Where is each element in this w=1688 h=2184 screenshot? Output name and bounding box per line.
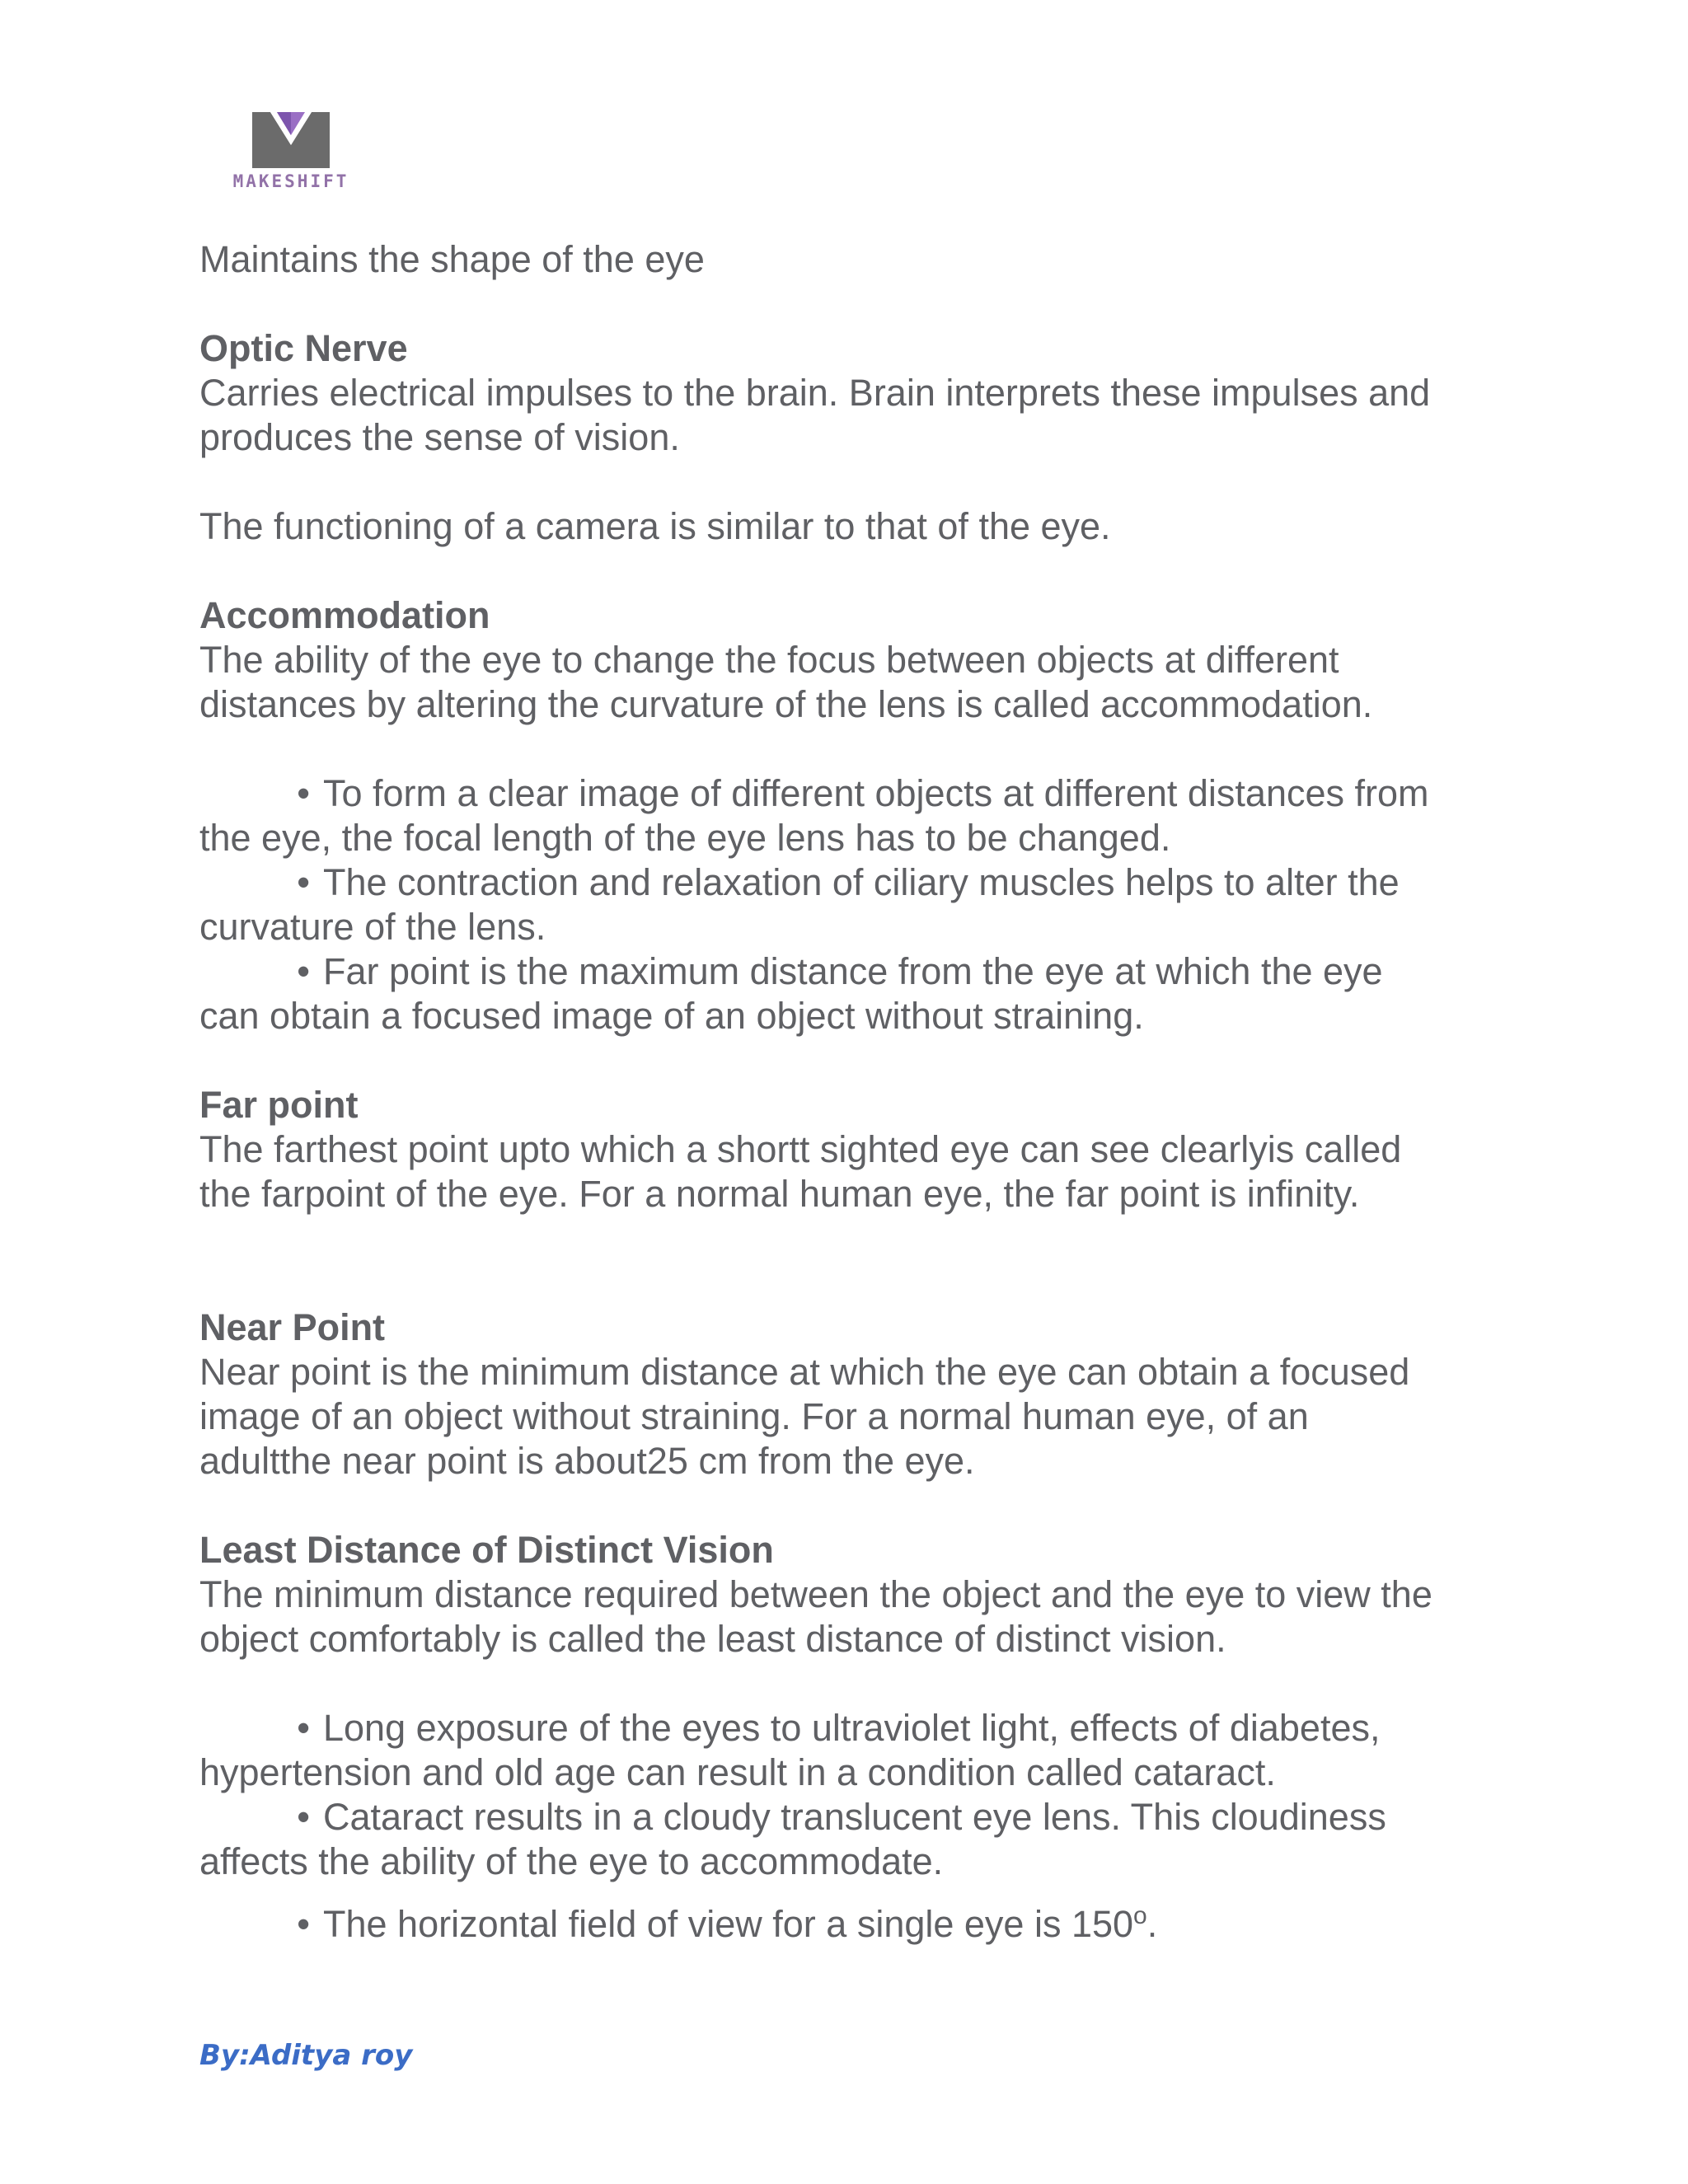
heading-accommodation: Accommodation — [199, 594, 490, 636]
near-point-line: Near point is the minimum distance at which the eye can obtain a focused — [199, 1351, 1410, 1393]
far-point-line: The farthest point upto which a shortt sighted eye can see clearlyis called — [199, 1128, 1402, 1170]
bullet-item — [199, 771, 1518, 816]
bullet-dot: • — [297, 1903, 310, 1945]
bullet-text: The contraction and relaxation of ciliary muscles helps to alter the — [323, 861, 1400, 903]
optic-nerve-line: produces the sense of vision. — [199, 416, 680, 458]
near-point-line: adultthe near point is about25 cm from the eye. — [199, 1440, 975, 1482]
bullet-continuation: hypertension and old age can result in a condition called cataract. — [199, 1751, 1276, 1793]
bullet-text: Cataract results in a cloudy translucent eye lens. This cloudiness — [323, 1796, 1386, 1838]
camera-note: The functioning of a camera is similar to that of the eye. — [199, 505, 1111, 547]
bullet-dot: • — [297, 772, 310, 814]
near-point-line: image of an object without straining. For a normal human eye, of an — [199, 1395, 1309, 1437]
author-credit: By:Aditya roy — [199, 2039, 413, 2072]
least-distance-line: object comfortably is called the least distance of distinct vision. — [199, 1618, 1226, 1660]
optic-nerve-line: Carries electrical impulses to the brain. Brain interprets these impulses and — [199, 372, 1431, 414]
bullet-text: To form a clear image of different objects at different distances from — [323, 772, 1429, 814]
bullet-item — [199, 1706, 1518, 1750]
intro-text: Maintains the shape of the eye — [199, 238, 705, 280]
bullet-item — [199, 949, 1518, 994]
bullet-text-end: . — [1146, 1903, 1158, 1945]
heading-far-point: Far point — [199, 1084, 359, 1126]
bullet-text: The horizontal field of view for a single eye is 150 — [323, 1903, 1134, 1945]
makeshift-logo — [221, 112, 361, 194]
bullet-item — [199, 860, 1518, 905]
bullet-text: Far point is the maximum distance from the eye at which the eye — [323, 950, 1383, 992]
accommodation-line: distances by altering the curvature of the lens is called accommodation. — [199, 683, 1373, 725]
heading-optic-nerve: Optic Nerve — [199, 327, 408, 369]
degree-symbol: o — [1133, 1902, 1147, 1929]
bullet-continuation: the eye, the focal length of the eye lens has to be changed. — [199, 817, 1171, 859]
bullet-dot: • — [297, 1796, 310, 1838]
far-point-line: the farpoint of the eye. For a normal human eye, the far point is infinity. — [199, 1173, 1360, 1215]
logo-wordmark: MAKESHIFT — [232, 171, 349, 191]
bullet-item — [199, 1795, 1518, 1840]
bullet-continuation: affects the ability of the eye to accommodate. — [199, 1840, 944, 1882]
bullet-continuation: can obtain a focused image of an object without straining. — [199, 995, 1144, 1037]
least-distance-line: The minimum distance required between the object and the eye to view the — [199, 1573, 1432, 1615]
accommodation-line: The ability of the eye to change the focus between objects at different — [199, 639, 1339, 681]
bullet-dot: • — [297, 861, 310, 903]
bullet-continuation: curvature of the lens. — [199, 906, 546, 948]
heading-least-distance: Least Distance of Distinct Vision — [199, 1529, 774, 1571]
document-body — [199, 237, 1518, 1947]
heading-near-point: Near Point — [199, 1306, 386, 1348]
bullet-text: Long exposure of the eyes to ultraviolet light, effects of diabetes, — [323, 1707, 1381, 1749]
bullet-item — [199, 1894, 1518, 1947]
makeshift-logo-icon — [252, 112, 330, 168]
bullet-dot: • — [297, 1707, 310, 1749]
bullet-dot: • — [297, 950, 310, 992]
